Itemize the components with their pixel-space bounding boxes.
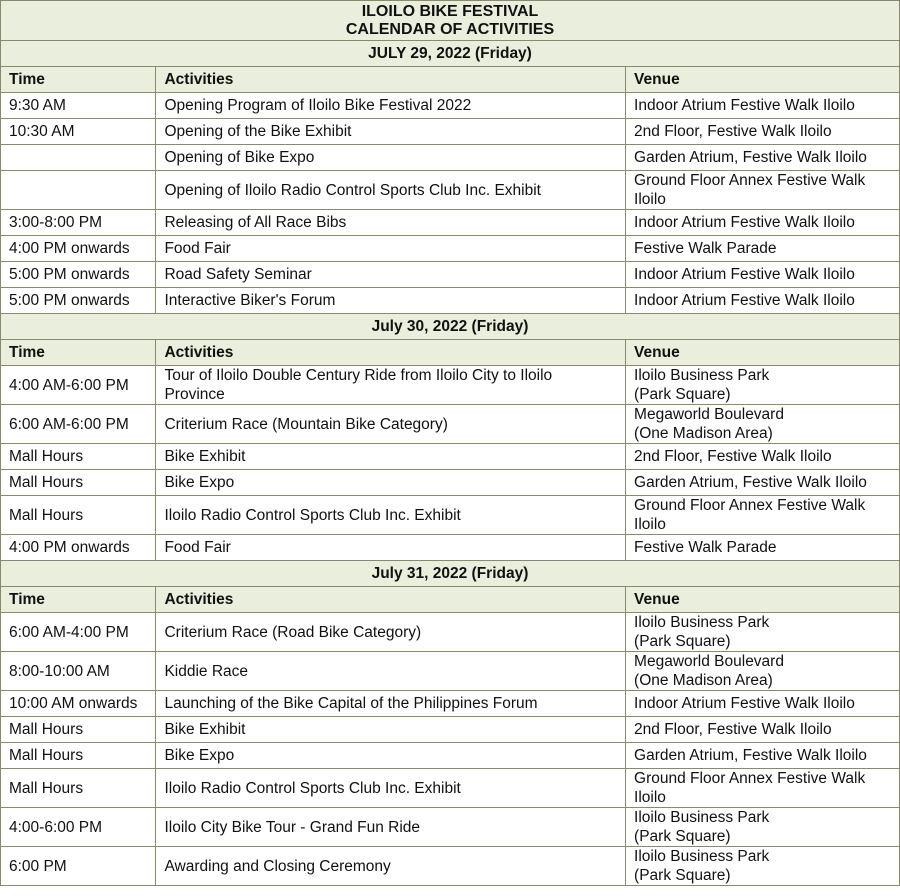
venue-cell xyxy=(626,210,900,236)
venue-cell xyxy=(626,145,900,171)
activity-cell xyxy=(156,613,626,652)
venue-cell-text: Iloilo Business Park (Park Square) xyxy=(634,614,770,650)
venue-cell xyxy=(626,535,900,561)
title-line-2: CALENDAR OF ACTIVITIES xyxy=(345,21,555,38)
time-cell xyxy=(1,808,156,847)
table-row xyxy=(1,652,900,691)
activity-cell xyxy=(156,171,626,210)
activity-cell xyxy=(156,535,626,561)
time-cell-text: Mall Hours xyxy=(9,506,84,524)
table-row xyxy=(1,119,900,145)
activity-cell-text: Opening Program of Iloilo Bike Festival 2022 xyxy=(164,97,472,114)
venue-cell-text: 2nd Floor, Festive Walk Iloilo xyxy=(634,448,832,465)
time-cell xyxy=(1,171,156,210)
time-cell xyxy=(1,288,156,314)
time-cell xyxy=(1,93,156,119)
activity-cell-text: Bike Exhibit xyxy=(164,448,246,465)
venue-cell-text: Ground Floor Annex Festive Walk Iloilo xyxy=(634,497,866,533)
venue-cell-text: Garden Atrium, Festive Walk Iloilo xyxy=(634,747,867,764)
time-cell-text: 4:00 PM onwards xyxy=(9,240,130,257)
venue-cell-text: Festive Walk Parade xyxy=(634,539,777,556)
time-cell-text: Mall Hours xyxy=(9,721,84,738)
table-row xyxy=(1,691,900,717)
venue-cell xyxy=(626,470,900,496)
table-row xyxy=(1,288,900,314)
venue-cell xyxy=(626,496,900,535)
time-cell-text: Mall Hours xyxy=(9,747,84,764)
activity-cell-text: Road Safety Seminar xyxy=(164,266,312,283)
page-title xyxy=(1,1,900,41)
activity-cell xyxy=(156,288,626,314)
activity-cell xyxy=(156,769,626,808)
table-row xyxy=(1,366,900,405)
table-row xyxy=(1,808,900,847)
column-header-venue: Venue xyxy=(626,587,900,613)
date-row xyxy=(1,314,900,340)
activity-cell-text: Iloilo Radio Control Sports Club Inc. Exhibit xyxy=(164,506,461,524)
column-header-venue: Venue xyxy=(626,340,900,366)
time-cell-text: Mall Hours xyxy=(9,448,84,465)
time-cell xyxy=(1,769,156,808)
time-cell xyxy=(1,743,156,769)
time-cell-text: 5:00 PM onwards xyxy=(9,266,130,283)
time-cell xyxy=(1,405,156,444)
time-cell-text: 10:30 AM xyxy=(9,123,75,140)
venue-cell-text: Indoor Atrium Festive Walk Iloilo xyxy=(634,695,855,712)
time-cell-text: 6:00 AM-4:00 PM xyxy=(9,623,129,641)
venue-cell-text: Indoor Atrium Festive Walk Iloilo xyxy=(634,214,855,231)
time-cell-text: 8:00-10:00 AM xyxy=(9,662,110,680)
table-row xyxy=(1,405,900,444)
venue-cell-text: Iloilo Business Park (Park Square) xyxy=(634,809,770,845)
table-row xyxy=(1,847,900,886)
time-cell-text: Mall Hours xyxy=(9,474,84,491)
venue-cell-text: 2nd Floor, Festive Walk Iloilo xyxy=(634,123,832,140)
activity-cell-text: Criterium Race (Road Bike Category) xyxy=(164,623,422,641)
table-row xyxy=(1,535,900,561)
activity-cell xyxy=(156,93,626,119)
activity-cell-text: Food Fair xyxy=(164,240,231,257)
activity-cell xyxy=(156,652,626,691)
time-cell xyxy=(1,119,156,145)
activity-cell-text: Opening of the Bike Exhibit xyxy=(164,123,352,140)
activity-cell-text: Tour of Iloilo Double Century Ride from Iloilo City to Iloilo Province xyxy=(164,367,553,403)
activity-cell xyxy=(156,444,626,470)
venue-cell xyxy=(626,717,900,743)
venue-cell xyxy=(626,366,900,405)
activity-cell-text: Bike Expo xyxy=(164,747,235,764)
activities-table-body xyxy=(1,1,900,886)
activity-cell xyxy=(156,808,626,847)
time-cell xyxy=(1,145,156,171)
venue-cell-text: Garden Atrium, Festive Walk Iloilo xyxy=(634,149,867,166)
table-row xyxy=(1,93,900,119)
activity-cell xyxy=(156,496,626,535)
time-cell-text: 3:00-8:00 PM xyxy=(9,214,103,231)
column-header-time: Time xyxy=(1,340,156,366)
activity-cell xyxy=(156,262,626,288)
activity-cell xyxy=(156,119,626,145)
activity-cell-text: Kiddie Race xyxy=(164,662,249,680)
time-cell xyxy=(1,535,156,561)
table-row xyxy=(1,496,900,535)
activity-cell-text: Criterium Race (Mountain Bike Category) xyxy=(164,415,448,433)
activity-cell xyxy=(156,210,626,236)
time-cell-text: 10:00 AM onwards xyxy=(9,695,138,712)
time-cell xyxy=(1,691,156,717)
time-cell-text: Mall Hours xyxy=(9,779,84,797)
time-cell-text: 9:30 AM xyxy=(9,97,66,114)
venue-cell-text: Megaworld Boulevard (One Madison Area) xyxy=(634,406,784,442)
table-row xyxy=(1,262,900,288)
time-cell xyxy=(1,847,156,886)
time-cell xyxy=(1,652,156,691)
table-row xyxy=(1,171,900,210)
column-header-venue: Venue xyxy=(626,67,900,93)
venue-cell-text: Indoor Atrium Festive Walk Iloilo xyxy=(634,266,855,283)
venue-cell xyxy=(626,119,900,145)
venue-cell-text: Ground Floor Annex Festive Walk Iloilo xyxy=(634,172,866,208)
column-header-activities: Activities xyxy=(156,67,626,93)
activity-cell xyxy=(156,236,626,262)
column-header-time: Time xyxy=(1,67,156,93)
venue-cell xyxy=(626,171,900,210)
time-cell xyxy=(1,496,156,535)
table-row xyxy=(1,210,900,236)
activity-cell-text: Interactive Biker's Forum xyxy=(164,292,336,309)
venue-cell xyxy=(626,444,900,470)
date-row xyxy=(1,41,900,67)
venue-cell-text: Garden Atrium, Festive Walk Iloilo xyxy=(634,474,867,491)
title-line-1: ILOILO BIKE FESTIVAL xyxy=(361,3,539,20)
venue-cell xyxy=(626,236,900,262)
venue-cell-text: 2nd Floor, Festive Walk Iloilo xyxy=(634,721,832,738)
activity-cell-text: Food Fair xyxy=(164,539,231,556)
column-header-row xyxy=(1,67,900,93)
time-cell xyxy=(1,236,156,262)
column-header-activities: Activities xyxy=(156,587,626,613)
activity-cell-text: Bike Expo xyxy=(164,474,235,491)
venue-cell xyxy=(626,93,900,119)
venue-cell xyxy=(626,808,900,847)
venue-cell xyxy=(626,613,900,652)
activity-cell xyxy=(156,691,626,717)
venue-cell-text: Indoor Atrium Festive Walk Iloilo xyxy=(634,97,855,114)
column-header-time: Time xyxy=(1,587,156,613)
venue-cell-text: Ground Floor Annex Festive Walk Iloilo xyxy=(634,770,866,806)
activity-cell-text: Opening of Iloilo Radio Control Sports Club Inc. Exhibit xyxy=(164,181,541,199)
time-cell-text: 5:00 PM onwards xyxy=(9,292,130,309)
activity-cell-text: Launching of the Bike Capital of the Philippines Forum xyxy=(164,695,538,712)
venue-cell xyxy=(626,405,900,444)
time-cell xyxy=(1,210,156,236)
activity-cell-text: Bike Exhibit xyxy=(164,721,246,738)
activity-cell-text: Iloilo City Bike Tour - Grand Fun Ride xyxy=(164,818,421,836)
venue-cell xyxy=(626,288,900,314)
time-cell xyxy=(1,470,156,496)
table-row xyxy=(1,717,900,743)
time-cell xyxy=(1,262,156,288)
table-row xyxy=(1,613,900,652)
activity-cell-text: Releasing of All Race Bibs xyxy=(164,214,347,231)
activity-cell-text: Opening of Bike Expo xyxy=(164,149,315,166)
venue-cell-text: Iloilo Business Park (Park Square) xyxy=(634,367,770,403)
venue-cell xyxy=(626,847,900,886)
activity-cell-text: Iloilo Radio Control Sports Club Inc. Exhibit xyxy=(164,779,461,797)
table-row xyxy=(1,743,900,769)
venue-cell xyxy=(626,262,900,288)
title-row xyxy=(1,1,900,41)
activity-cell xyxy=(156,405,626,444)
activity-cell xyxy=(156,366,626,405)
time-cell xyxy=(1,366,156,405)
activity-cell xyxy=(156,847,626,886)
time-cell xyxy=(1,613,156,652)
venue-cell-text: Iloilo Business Park (Park Square) xyxy=(634,848,770,884)
day-heading: July 30, 2022 (Friday) xyxy=(1,314,900,340)
time-cell-text: 4:00 AM-6:00 PM xyxy=(9,376,129,394)
table-row xyxy=(1,769,900,808)
time-cell xyxy=(1,717,156,743)
activity-cell xyxy=(156,743,626,769)
activity-cell xyxy=(156,717,626,743)
venue-cell-text: Festive Walk Parade xyxy=(634,240,777,257)
day-heading: JULY 29, 2022 (Friday) xyxy=(1,41,900,67)
table-row xyxy=(1,444,900,470)
table-row xyxy=(1,470,900,496)
activity-cell-text: Awarding and Closing Ceremony xyxy=(164,857,391,875)
day-heading: July 31, 2022 (Friday) xyxy=(1,561,900,587)
activity-cell xyxy=(156,470,626,496)
venue-cell xyxy=(626,743,900,769)
time-cell-text: 6:00 AM-6:00 PM xyxy=(9,415,129,433)
table-row xyxy=(1,236,900,262)
column-header-activities: Activities xyxy=(156,340,626,366)
venue-cell xyxy=(626,652,900,691)
time-cell-text: 4:00 PM onwards xyxy=(9,539,130,556)
time-cell-text: 4:00-6:00 PM xyxy=(9,818,103,836)
venue-cell-text: Indoor Atrium Festive Walk Iloilo xyxy=(634,292,855,309)
date-row xyxy=(1,561,900,587)
time-cell-text: 6:00 PM xyxy=(9,857,67,875)
column-header-row xyxy=(1,340,900,366)
venue-cell xyxy=(626,691,900,717)
column-header-row xyxy=(1,587,900,613)
table-row xyxy=(1,145,900,171)
time-cell xyxy=(1,444,156,470)
activity-cell xyxy=(156,145,626,171)
venue-cell xyxy=(626,769,900,808)
venue-cell-text: Megaworld Boulevard (One Madison Area) xyxy=(634,653,784,689)
